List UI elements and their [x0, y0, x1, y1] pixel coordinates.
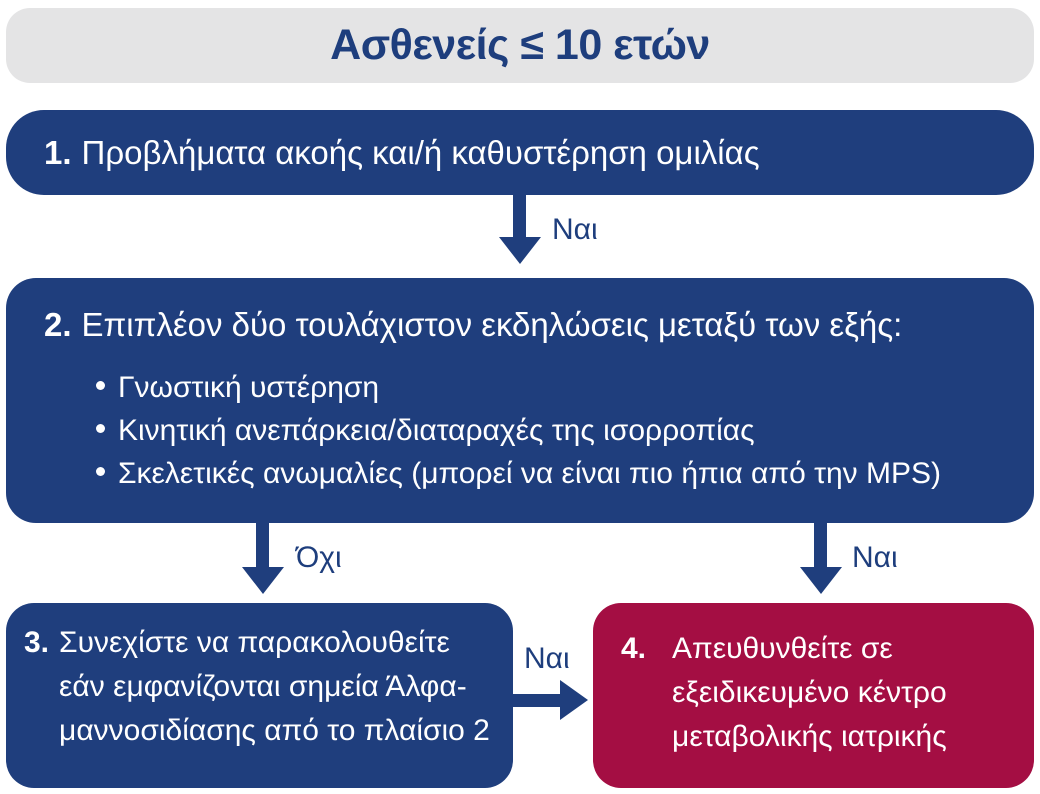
- step1-box: [6, 110, 1034, 195]
- page-title: Ασθενείς ≤ 10 ετών: [330, 21, 710, 69]
- arrow-down-icon: [242, 567, 284, 594]
- arrow-label-yes: Ναι: [524, 642, 570, 675]
- step2-bullet-list: [44, 366, 1014, 495]
- list-item: [44, 452, 1014, 495]
- list-item: [44, 366, 1014, 409]
- step2-heading: [44, 306, 1014, 344]
- arrow-right-icon: [560, 680, 588, 720]
- arrow-label-no: Όχι: [296, 541, 342, 574]
- arrow-down-icon: [814, 523, 827, 569]
- step4-box: [593, 603, 1034, 788]
- arrow-label-yes: Ναι: [852, 541, 898, 574]
- header-band: [6, 8, 1034, 83]
- step2-number: 2.: [44, 306, 72, 343]
- step2-heading-text: Επιπλέον δύο τουλάχιστον εκδηλώσεις μεταξύ των εξής:: [81, 306, 903, 343]
- arrow-label-yes: Ναι: [552, 213, 598, 246]
- step4-text: Απευθυνθείτε σε εξειδικευμένο κέντρο μεταβολικής ιατρικής: [672, 632, 947, 753]
- step3-box: [6, 603, 513, 788]
- bullet-icon: [96, 424, 105, 433]
- bullet-text: Γνωστική υστέρηση: [118, 371, 380, 404]
- bullet-icon: [96, 381, 105, 390]
- arrow-down-icon: [513, 195, 526, 239]
- arrow-down-icon: [800, 567, 842, 594]
- step2-box: [6, 278, 1034, 523]
- arrow-down-icon: [499, 237, 541, 264]
- step3-number: 3.: [24, 626, 50, 659]
- arrow-right-icon: [513, 694, 563, 707]
- step4-number: 4.: [621, 632, 647, 665]
- bullet-icon: [96, 467, 105, 476]
- bullet-text: Σκελετικές ανωμαλίες (μπορεί να είναι πιο ήπια από την MPS): [118, 457, 941, 490]
- arrow-down-icon: [256, 523, 269, 569]
- step3-text: Συνεχίστε να παρακολουθείτε εάν εμφανίζονται σημεία Άλφα-μαννοσιδίασης από το πλαίσιο 2: [59, 626, 490, 747]
- step1-number: 1.: [44, 133, 72, 171]
- list-item: [44, 409, 1014, 452]
- step1-text: Προβλήματα ακοής και/ή καθυστέρηση ομιλίας: [81, 133, 760, 171]
- bullet-text: Κινητική ανεπάρκεια/διαταραχές της ισορροπίας: [118, 414, 755, 447]
